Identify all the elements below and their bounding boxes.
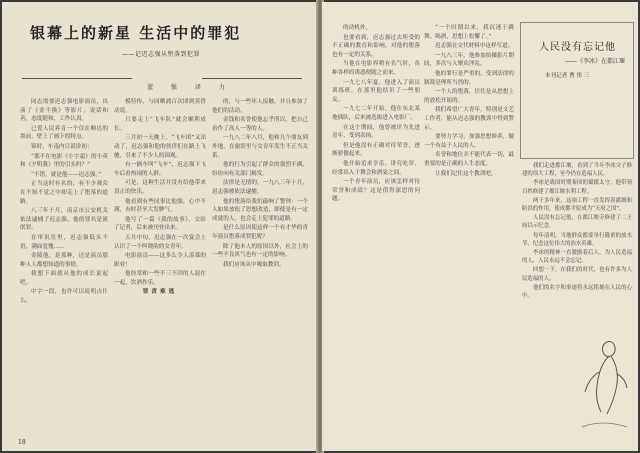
paragraph: 李冰是战国时期秦国的蜀郡太守，他带领百姓修建了都江堰水利工程。: [522, 180, 632, 195]
right-column-1: [332, 24, 420, 439]
paragraph: 每年清明，当地群众都要举行隆重的放水节，纪念这位伟大的治水英雄。: [522, 232, 632, 247]
paragraph: 是什么原因使这样一个有才华的青年演员堕落成罪犯呢？: [212, 225, 308, 240]
paragraph: 一九八二年八月，他和几个朋友到外地，在旅馆里与女青年发生不正当关系。: [212, 135, 308, 159]
paragraph: 回想一下，在我们的时代，也有许多为人民造福的人。: [522, 267, 632, 282]
paragraph: 的，与一些坏人接触，并且参加了他们的活动。: [212, 99, 308, 114]
right-column-2: [424, 24, 514, 439]
paragraph: 金陵他，是那种，还是演员那种人人都想知道的事情。: [20, 253, 108, 268]
paragraph: “不错，就是他——迟志强。”: [31, 171, 102, 178]
paragraph: 我们走进都江堰，看到了当年李冰父子修建的伟大工程，至今仍在造福人民。: [522, 163, 632, 178]
paragraph: 金钱和名誉使他忘乎所以，把自己看作了高人一等的人。: [212, 117, 308, 132]
paragraph: 李冰的精神一直激励着后人，为人民造福的人，人民永远不会忘记。: [522, 250, 632, 265]
left-column-1: [20, 98, 108, 438]
left-page: [2, 2, 318, 451]
paragraph: 三月初一天晚上，“飞车团”又出动了，迟志强和他的伙伴们在路上飞驰，引来了不少人的围观。: [114, 135, 206, 159]
inset-subtitle: ——《李冰》在都江堰: [565, 58, 626, 65]
left-column-2: [114, 98, 206, 438]
paragraph: 他的堕落给我们敲响了警钟：一个人如果放松了思想改造，即使是有一定成就的人，也会走上犯罪的道路。: [212, 198, 308, 222]
right-page: [322, 2, 638, 451]
paragraph: 在审讯室里，迟志强低头不语，满面羞愧……: [20, 234, 108, 250]
paragraph: 的动机外，: [343, 25, 371, 31]
paragraph: 可是，这种生活并没有给他带来真正的快乐。: [114, 180, 206, 195]
paragraph: 一个青年演员，应该怎样对待荣誉和成绩？这是值得深思的问题。: [332, 179, 420, 203]
paragraph: 他的罪行是严重的，受到法律的制裁是理所当然的。: [424, 70, 514, 86]
left-column-3: [212, 98, 308, 438]
inset-title: 人民没有忘记他: [539, 42, 616, 53]
section-label: 蓝 强 译 力: [147, 84, 233, 91]
paragraph: 只要走上“飞车队”就会顺利成长。: [114, 117, 206, 132]
paragraph: 他经常和一些不三不四的人混在一起，饮酒作乐。: [114, 271, 206, 286]
inset-byline: 本刊记者 曹 彤 三: [545, 73, 590, 79]
paragraph: 一个人的堕落，往往是从思想上的放松开始的。: [424, 89, 514, 104]
paragraph: 八三年十月，南京市公安机关依法逮捕了迟志强，他的罪名是流氓罪。: [20, 208, 108, 232]
paragraph: 一九八三年，他参加拍摄影片期间，多次与人聚众淫乱。: [424, 52, 514, 68]
paragraph: 让我们记住这个教训吧。: [435, 170, 497, 177]
section-rule-right: [202, 78, 302, 79]
paragraph: 一九七二年开始，他在东北某地插队，后来被选拔进入电影厂。: [332, 106, 420, 121]
paragraph: 锦时，车南内日说诊初：: [31, 143, 93, 150]
paragraph: 法律是无情的。一九八三年十月，迟志强被依法逮捕。: [212, 180, 308, 195]
paragraph: 电影演员——这多么令人羡慕的职业！: [114, 253, 206, 268]
paragraph: 除了他本人的原因以外，社会上的一些不良风气也有一定的影响。: [212, 243, 308, 259]
paragraph: 罪责难逃: [142, 289, 178, 296]
paragraph: 我想下面就从他的成长说起吧。: [20, 271, 108, 286]
paragraph: 他开始追求享乐，讲究吃穿，经常出入于舞会和酒宴之间。: [332, 160, 420, 176]
paragraph: 他们的名字和事迹将永远铭刻在人民的心中。: [522, 284, 632, 300]
paragraph: “一个时期以来，我沉迷于跳舞、喝酒，思想上松懈了。”: [424, 25, 514, 40]
paragraph: 我们希望广大青年，特别是文艺工作者，能从迟志强的教训中得到警示。: [424, 107, 514, 131]
section-rule-left: [22, 78, 132, 79]
page-number: 18: [18, 439, 26, 446]
paragraph: 迟志强在交代材料中这样写道。: [435, 43, 514, 50]
paragraph: 有一辆车叫“飞车”，迟志强下飞车后看热闹的人群。: [114, 162, 206, 177]
paragraph: 同志需要迟志强电影演员，出演了《金不换》等影片，说话和善，态度随和，工作认真。: [20, 99, 108, 123]
paragraph: 当他在电影界稍有名气时，各种各样的诱惑便随之而来。: [332, 61, 420, 76]
paragraph: 在这个期间，他曾被评为先进青年，受到表扬。: [332, 124, 420, 140]
article-headline: 银幕上的新星 生活中的罪犯: [30, 24, 242, 42]
paragraph: 五月中旬，迟志强在一次宴会上认识了一个叫晓韵的女青年。: [114, 234, 206, 250]
paragraph: 中字一段，也许可以说明点什么。: [20, 289, 108, 305]
article-subtitle: ——记迟志强从堕落到犯罪: [122, 51, 201, 58]
paragraph: 两千多年来，这项工程一直发挥着灌溉和防洪的作用，使成都平原成为“天府之国”。: [522, 197, 632, 213]
figure-sketch-illustration: [577, 332, 632, 432]
paragraph: 但是他没有正确对待荣誉，逐渐骄傲起来。: [332, 142, 420, 158]
paragraph: “那不在电影《小字霜》的小英和《夕明我》里的引头吗？”: [20, 153, 108, 169]
paragraph: 他的行为引起了群众的强烈不满，纷纷向有关部门揭发。: [212, 162, 308, 177]
paragraph: 正当这时有名的，有不少观众在不知不觉之中却走上了堕落的道路。: [20, 181, 108, 205]
paragraph: 模特传，与同晒浦百次团到黄昏动说。: [114, 99, 206, 114]
inset-article-box: [520, 22, 634, 159]
paragraph: 要努力学习，加强思想修养，做一个有益于人民的人。: [424, 134, 514, 149]
paragraph: 已爱人民养育一个仅在顺达的墨前，壁上了画下的特点。: [20, 125, 108, 141]
paragraph: 人民没有忘记他，在都江堰旁修建了二王庙以示纪念。: [522, 215, 632, 230]
paragraph: 名誉和地位并不能代表一切，最重要的是正确的人生态度。: [424, 152, 514, 167]
paragraph: 也要看到，迟志强过去所受的不正确的教育和影响，对他的堕落也有一定的关系。: [332, 34, 420, 58]
paragraph: 一九七八年夏，他进入了演员训练班，在那里他结识了一些朋友。: [332, 79, 420, 103]
paragraph: 他看到有些同事比他强，心中不满，有时甚至大发脾气。: [114, 198, 206, 214]
paragraph: 我们应该从中吸取教训。: [223, 261, 285, 268]
paragraph: 他写了一篇《我的故事》，交给了记者，后来被刊登出来。: [114, 216, 206, 232]
